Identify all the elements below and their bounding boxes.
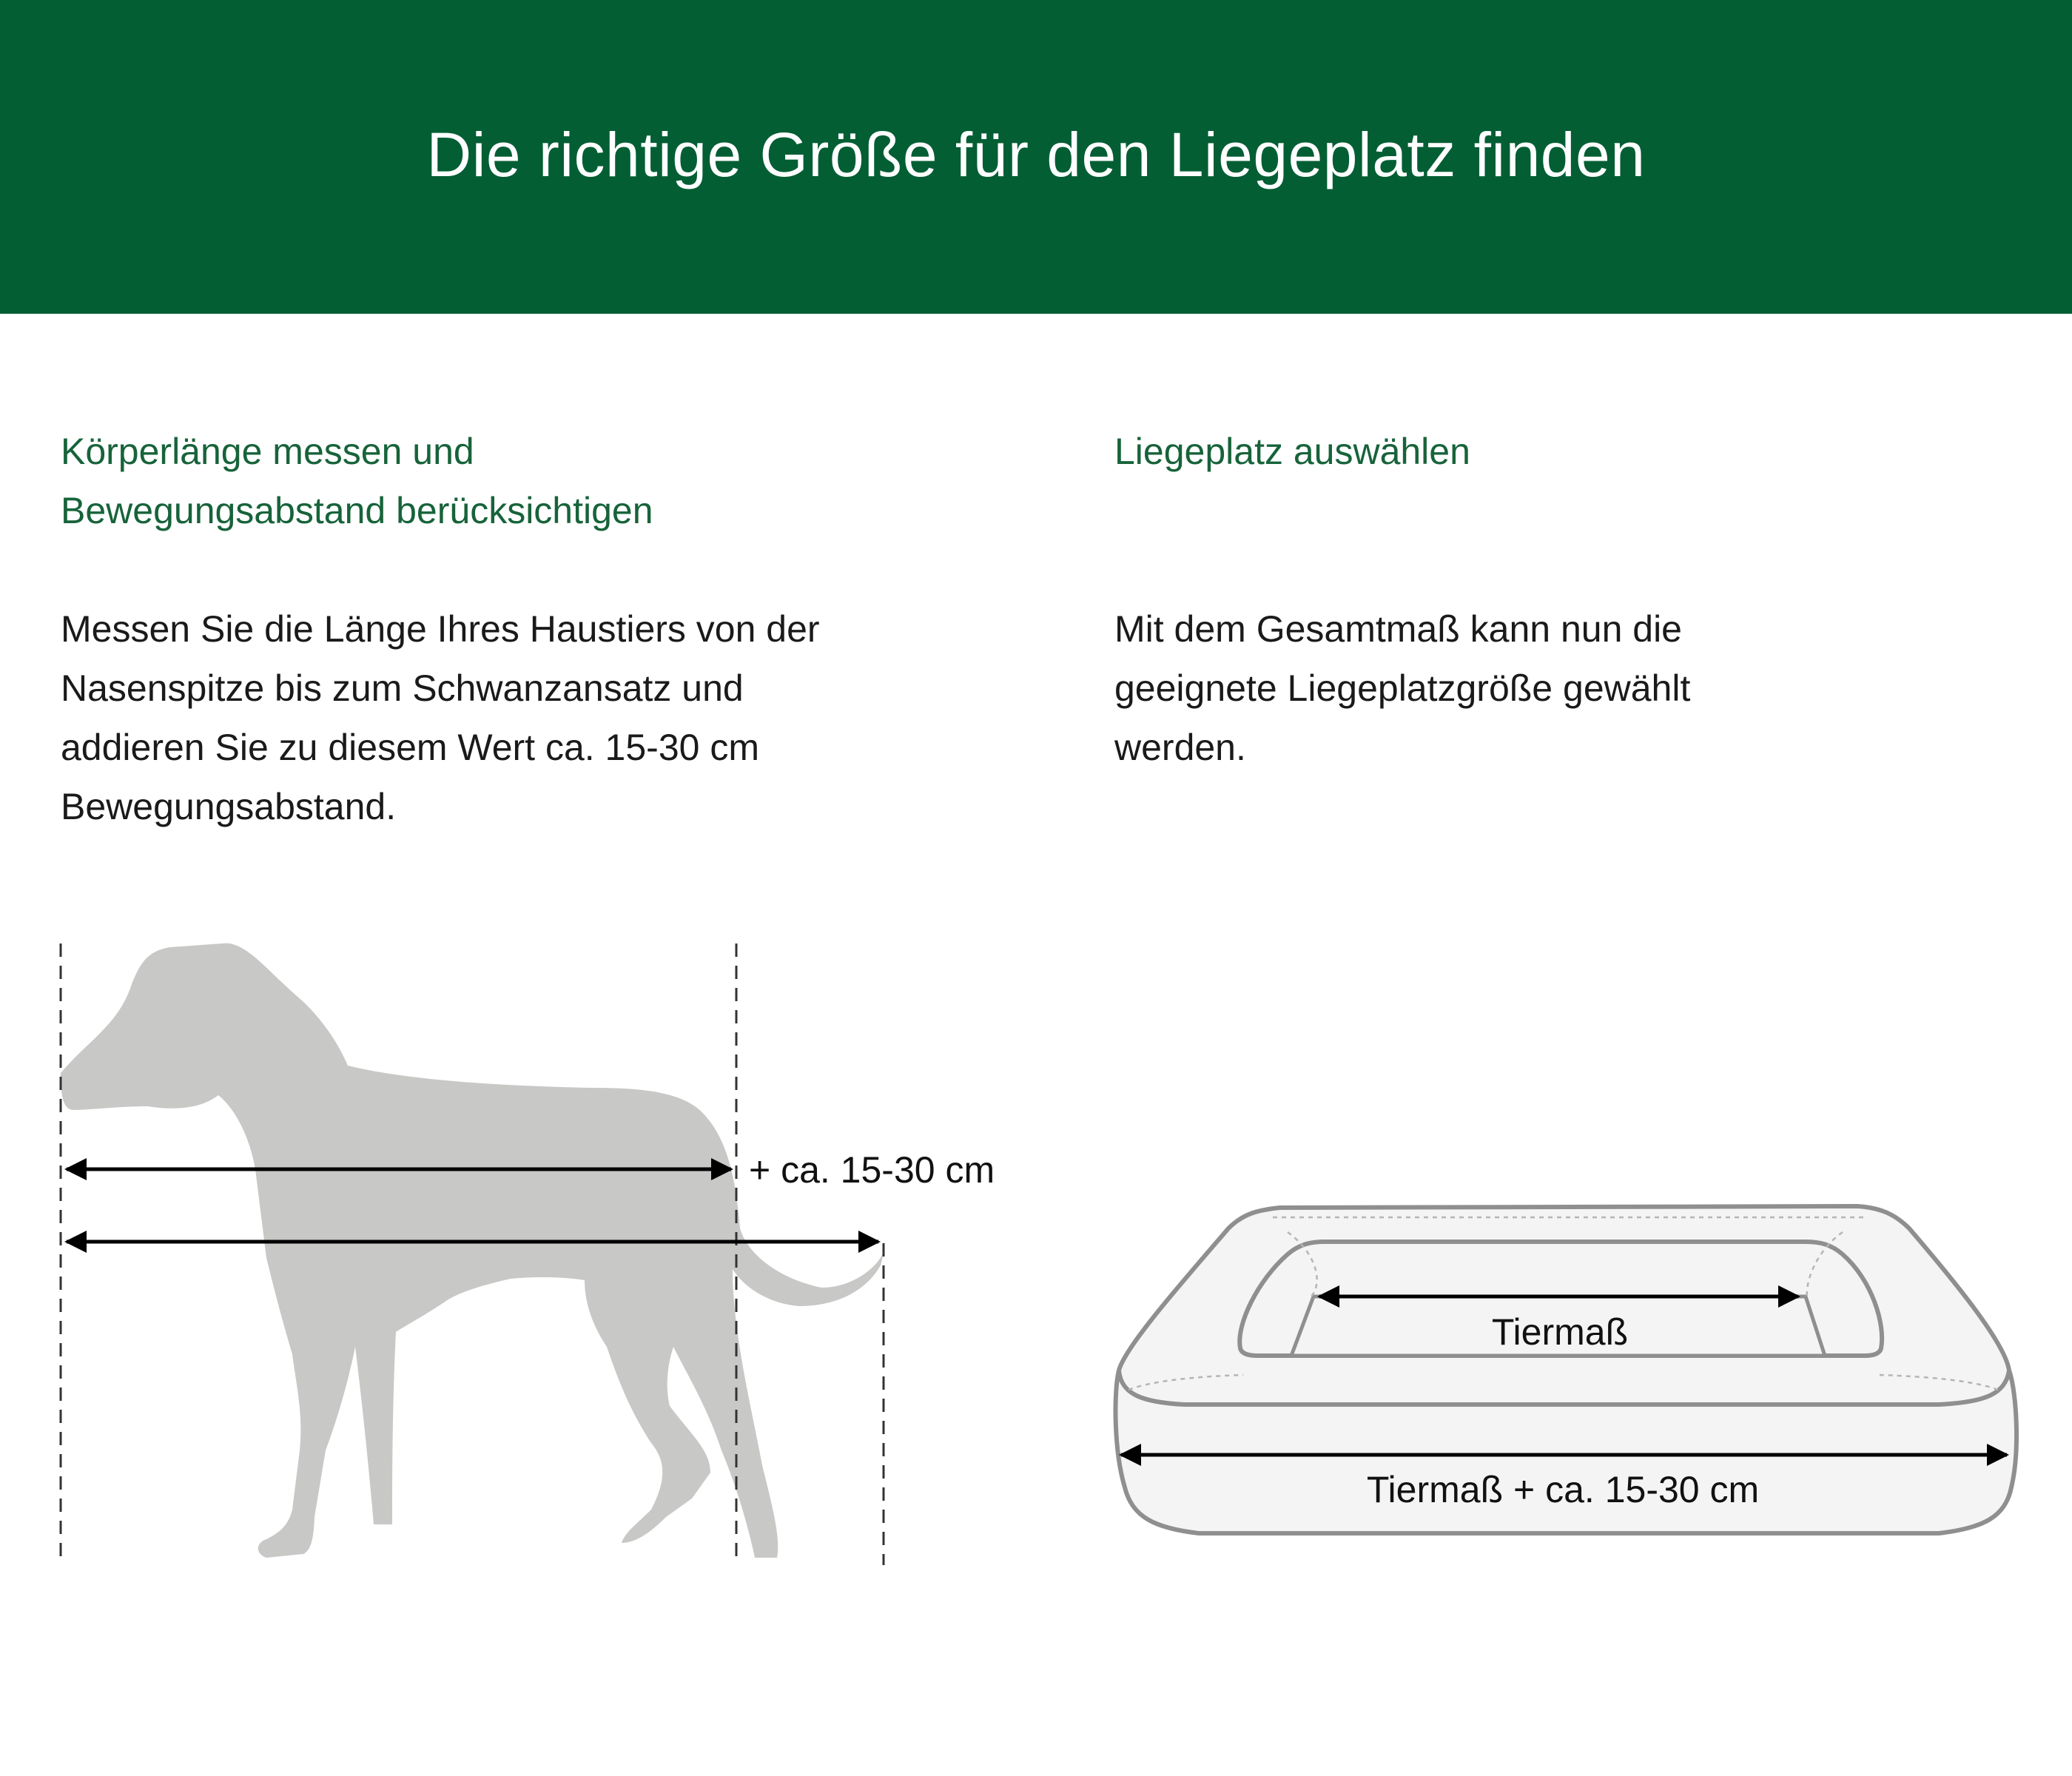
left-heading-line1: Körperlänge messen und xyxy=(61,431,474,472)
right-body-text: Mit dem Gesamtmaß kann nun die geeignete Liegeplatzgröße gewählt werden. xyxy=(1114,608,1691,768)
outer-size-label: Tiermaß + ca. 15-30 cm xyxy=(1366,1469,1760,1510)
extra-distance-label: + ca. 15-30 cm xyxy=(749,1149,995,1191)
right-heading: Liegeplatz auswählen xyxy=(1114,431,1470,472)
dog-silhouette xyxy=(61,944,884,1558)
inner-size-label: Tiermaß xyxy=(1491,1311,1629,1353)
page-title: Die richtige Größe für den Liegeplatz finden xyxy=(426,119,1646,189)
left-heading-line2: Bewegungsabstand berücksichtigen xyxy=(61,490,653,531)
left-body-text: Messen Sie die Länge Ihres Haustiers von der Nasenspitze bis zum Schwanzansatz und addieren Sie zu diesem Wert ca. 15-30 cm Bewegungsabstand. xyxy=(61,608,820,827)
